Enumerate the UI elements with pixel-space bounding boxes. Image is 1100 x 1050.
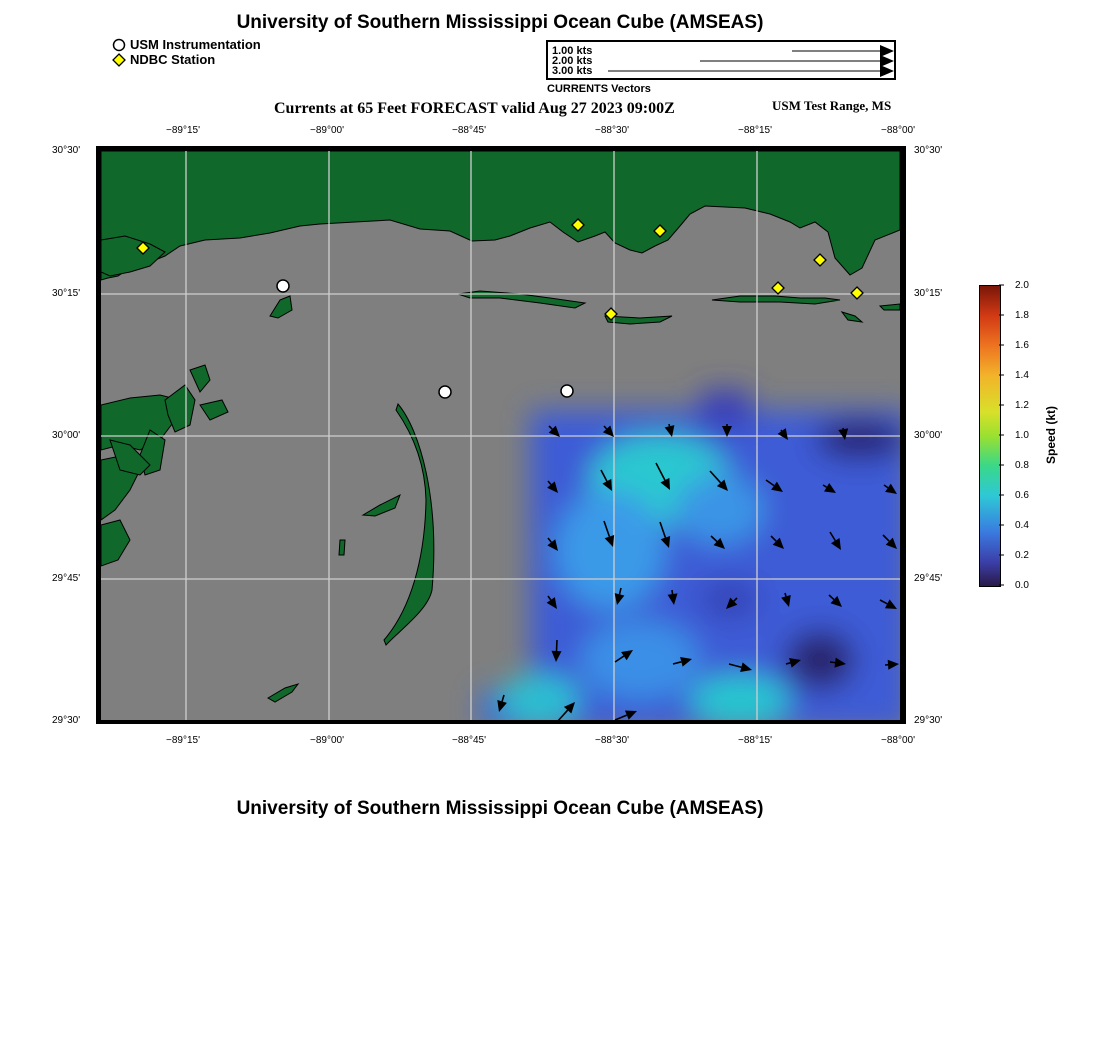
lon-tick-top-5: −88°15' — [738, 125, 772, 136]
vector-key-caption: CURRENTS Vectors — [547, 83, 651, 95]
current-vector-shaft — [781, 430, 782, 431]
current-speed-field — [480, 390, 908, 728]
lat-tick-left-4: 29°45' — [52, 573, 81, 584]
region-label: USM Test Range, MS — [772, 98, 892, 113]
colorbar-tick-3: 1.6 — [1015, 340, 1029, 351]
lon-tick-bottom-2: −89°00' — [310, 735, 344, 746]
lat-tick-right-3: 30°00' — [914, 430, 943, 441]
white-circle-icon — [112, 38, 126, 52]
lon-tick-top-6: −88°00' — [881, 125, 915, 136]
colorbar-tick-11: 0.0 — [1015, 580, 1029, 591]
lon-tick-bottom-4: −88°30' — [595, 735, 629, 746]
lon-tick-top-4: −88°30' — [595, 125, 629, 136]
vector-key-label-2: 2.00 kts — [552, 55, 593, 67]
colorbar-ticks — [999, 284, 1007, 588]
lat-tick-right-5: 29°30' — [914, 715, 943, 726]
lon-tick-top-1: −89°15' — [166, 125, 200, 136]
footer-title: University of Southern Mississippi Ocean Cube (AMSEAS) — [236, 798, 764, 819]
lat-tick-left-2: 30°15' — [52, 288, 81, 299]
colorbar-label: Speed (kt) — [1044, 405, 1058, 465]
legend-ndbc-label: NDBC Station — [130, 52, 216, 67]
current-vector-shaft — [785, 593, 786, 596]
lon-tick-bottom-6: −88°00' — [881, 735, 915, 746]
marker-legend — [112, 37, 261, 67]
lon-tick-bottom-1: −89°15' — [166, 735, 200, 746]
usm-station-marker — [439, 386, 451, 398]
map-subtitle: Currents at 65 Feet FORECAST valid Aug 27 2023 09:00Z — [274, 100, 675, 117]
lat-tick-right-1: 30°30' — [914, 145, 943, 156]
yellow-diamond-icon — [112, 53, 126, 67]
lon-tick-bottom-3: −88°45' — [452, 735, 486, 746]
colorbar-tick-10: 0.2 — [1015, 550, 1029, 561]
lat-tick-left-3: 30°00' — [52, 430, 81, 441]
usm-station-marker — [277, 280, 289, 292]
current-vector-shaft — [786, 663, 790, 664]
colorbar-tick-9: 0.4 — [1015, 520, 1029, 531]
lat-tick-left-1: 30°30' — [52, 145, 81, 156]
current-vector-shaft — [556, 640, 557, 651]
current-vector-shaft — [672, 590, 673, 594]
usm-station-marker — [561, 385, 573, 397]
colorbar-tick-1: 2.0 — [1015, 280, 1029, 291]
legend-usm — [112, 37, 261, 52]
lon-tick-top-2: −89°00' — [310, 125, 344, 136]
colorbar-tick-7: 0.8 — [1015, 460, 1029, 471]
vector-key-label-1: 1.00 kts — [552, 45, 593, 57]
current-vector-shaft — [830, 662, 835, 663]
colorbar-tick-4: 1.4 — [1015, 370, 1029, 381]
page-title: University of Southern Mississippi Ocean Cube (AMSEAS) — [236, 12, 764, 33]
lat-tick-right-4: 29°45' — [914, 573, 943, 584]
current-vector-shaft — [669, 424, 670, 426]
legend-ndbc — [112, 52, 261, 67]
colorbar-tick-2: 1.8 — [1015, 310, 1029, 321]
lat-tick-left-5: 29°30' — [52, 715, 81, 726]
speed-colorbar — [979, 285, 1001, 587]
vector-key — [546, 40, 896, 80]
colorbar-tick-5: 1.2 — [1015, 400, 1029, 411]
lon-tick-bottom-5: −88°15' — [738, 735, 772, 746]
lat-tick-right-2: 30°15' — [914, 288, 943, 299]
legend-usm-label: USM Instrumentation — [130, 37, 261, 52]
current-map — [94, 144, 908, 728]
colorbar-tick-6: 1.0 — [1015, 430, 1029, 441]
vector-key-arrows — [548, 42, 894, 78]
vector-key-label-3: 3.00 kts — [552, 65, 593, 77]
lon-tick-top-3: −88°45' — [452, 125, 486, 136]
colorbar-tick-8: 0.6 — [1015, 490, 1029, 501]
